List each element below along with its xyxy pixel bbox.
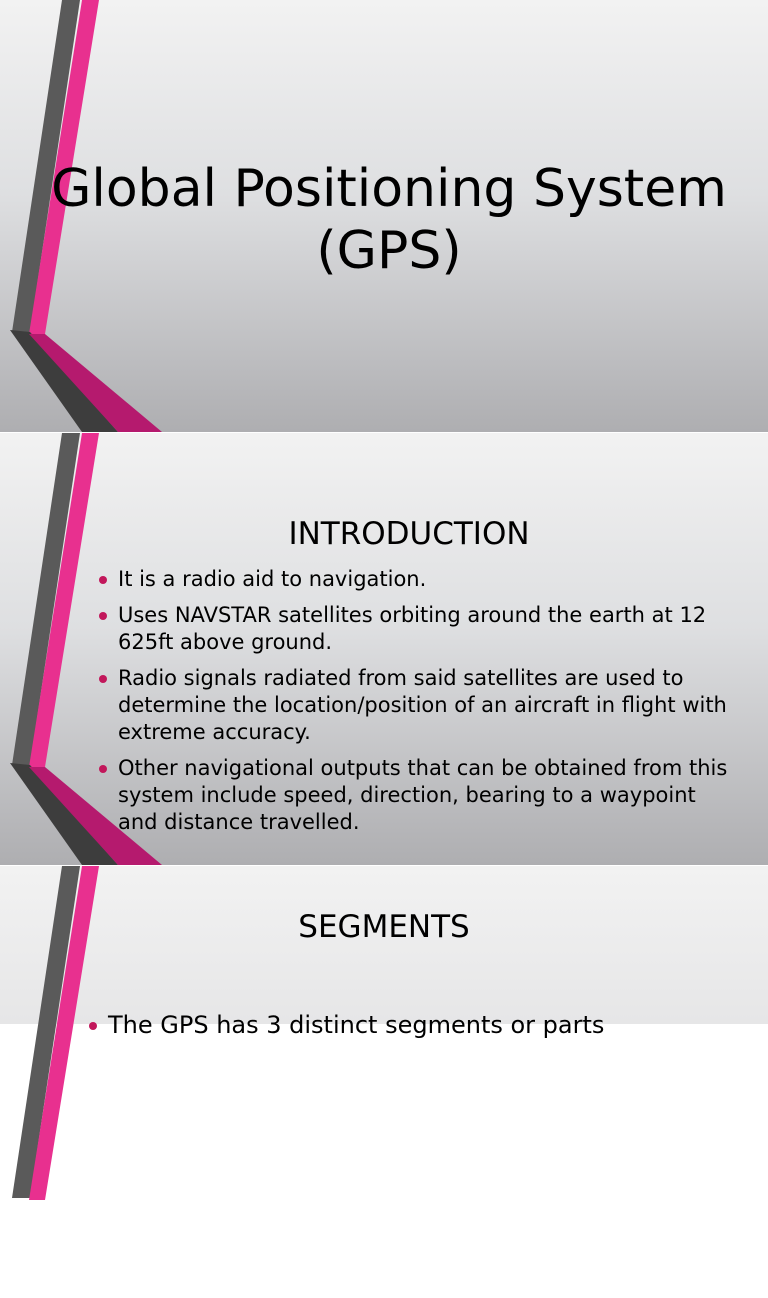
bullet-text: Other navigational outputs that can be obtained from this system include speed, direction, bearing to a waypoint and distance travelled.	[118, 756, 728, 834]
bullet-text: Uses NAVSTAR satellites orbiting around the earth at 12 625ft above ground.	[118, 603, 707, 654]
title-line-1: Global Positioning System	[51, 159, 727, 219]
slide-segments	[0, 866, 768, 1039]
bullet-icon	[99, 675, 107, 683]
slide-title	[0, 0, 768, 432]
bullet-list	[98, 566, 738, 845]
slide-introduction	[0, 433, 768, 865]
bullet-text: Radio signals radiated from said satellites are used to determine the location/position of an aircraft in flight with extreme accuracy.	[118, 666, 727, 744]
bullet-list	[88, 1010, 748, 1049]
presentation-title	[30, 158, 748, 282]
bullet-icon	[99, 576, 107, 584]
title-line-2: (GPS)	[316, 221, 462, 281]
bullet-icon	[89, 1022, 97, 1030]
bullet-icon	[99, 765, 107, 773]
list-item	[98, 755, 738, 836]
list-item	[98, 665, 738, 746]
bullet-text: The GPS has 3 distinct segments or parts	[108, 1011, 605, 1039]
list-item	[98, 566, 738, 593]
slide-heading: SEGMENTS	[298, 909, 470, 945]
slide-heading: INTRODUCTION	[288, 516, 530, 552]
list-item	[98, 602, 738, 656]
bullet-text: It is a radio aid to navigation.	[118, 567, 427, 591]
list-item	[88, 1010, 748, 1040]
bullet-icon	[99, 612, 107, 620]
